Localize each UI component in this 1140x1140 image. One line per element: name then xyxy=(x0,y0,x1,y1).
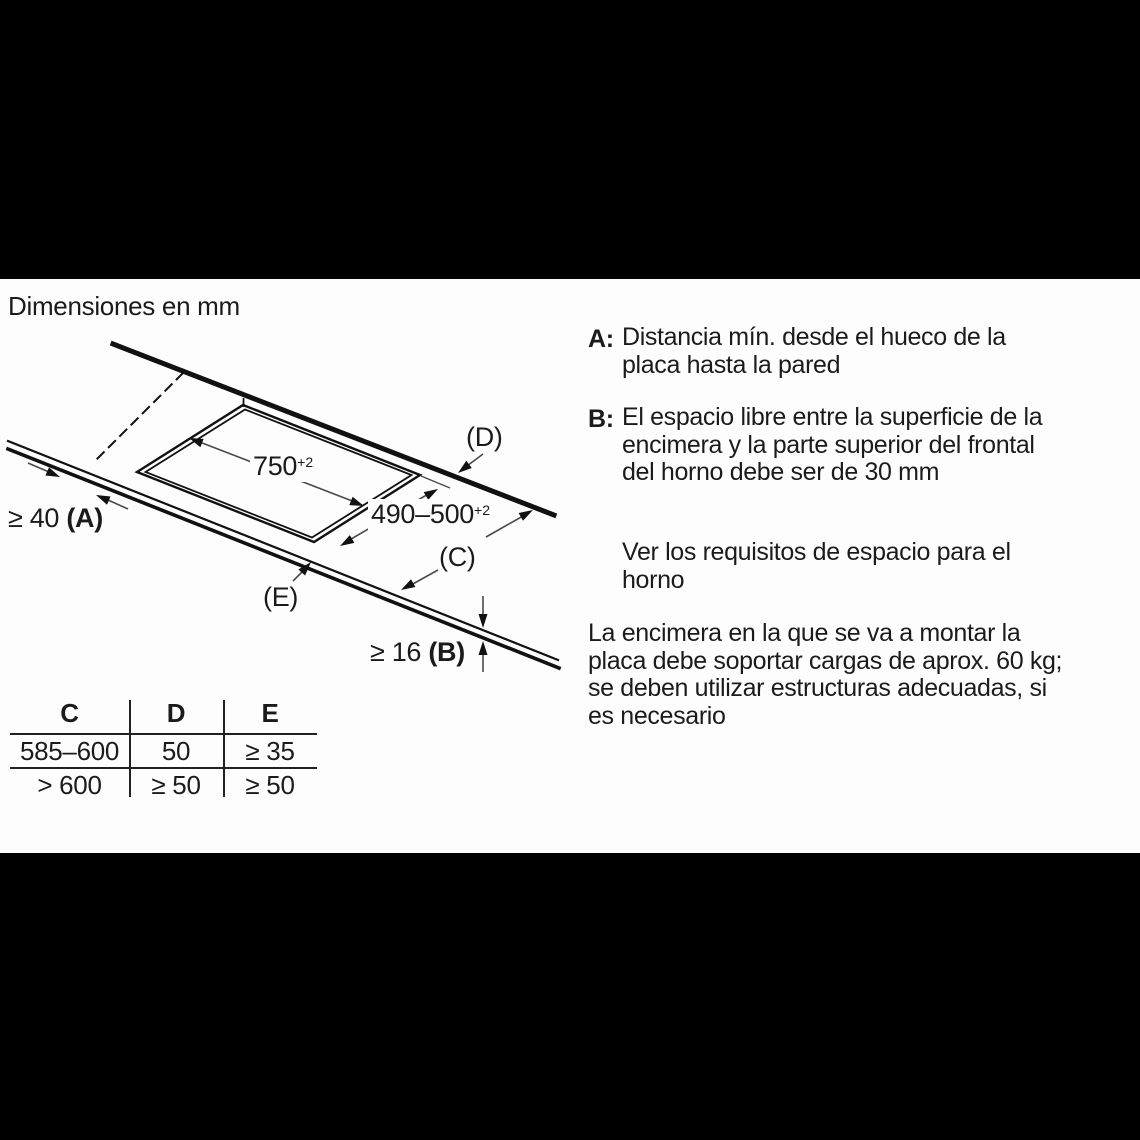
dim-750-value: 750 xyxy=(253,451,298,481)
note-b-line3: del horno debe ser de 30 mm xyxy=(622,458,940,486)
dim-a-label xyxy=(8,503,103,534)
dim-750-arrowhead-right xyxy=(349,497,364,506)
table-cell: ≥ 50 xyxy=(245,770,295,800)
arrow-a-right-shaft xyxy=(108,500,128,509)
table-header-e: E xyxy=(261,698,279,728)
arrow-c-lower-head xyxy=(401,579,415,590)
table-cell: ≥ 50 xyxy=(151,770,201,800)
label-c: (C) xyxy=(439,542,476,572)
label-d: (D) xyxy=(466,422,503,452)
note-load-line1: La encimera en la que se va a montar la xyxy=(588,619,1021,647)
note-load-line2: placa debe soportar cargas de aprox. 60 kg; xyxy=(588,646,1063,675)
note-oven-line1: Ver los requisitos de espacio para el xyxy=(622,538,1011,566)
arrow-e-shaft xyxy=(293,571,303,581)
note-oven-space xyxy=(622,539,1011,594)
note-load-line4: es necesario xyxy=(588,701,726,730)
table-cell: 585–600 xyxy=(19,736,120,766)
dashed-projection-line xyxy=(94,373,183,462)
note-b-line1: El espacio libre entre la superficie de la xyxy=(622,403,1043,431)
note-oven-line2: horno xyxy=(622,565,685,594)
note-a-line1: Distancia mín. desde el hueco de la xyxy=(622,323,1006,351)
table-cell: > 600 xyxy=(37,770,102,800)
dim-490-arrowhead-lower xyxy=(340,535,354,546)
table-rule-header xyxy=(10,733,317,735)
arrow-d-head xyxy=(458,461,472,473)
note-b-label: B: xyxy=(588,405,614,433)
arrow-d-shaft xyxy=(467,454,483,466)
table-cell: 50 xyxy=(161,736,191,766)
note-a xyxy=(622,324,1006,379)
label-e: (E) xyxy=(263,582,299,612)
dimension-table xyxy=(10,696,318,802)
dim-490-tolerance: +2 xyxy=(474,502,490,518)
arrow-b-lower-head xyxy=(479,641,488,655)
arrow-b-upper-head xyxy=(479,614,488,628)
note-a-label: A: xyxy=(588,325,614,353)
dim-b-letter: (B) xyxy=(428,637,465,667)
dim-750-label xyxy=(250,451,316,482)
note-load-line3: se deben utilizar estructuras adecuadas, si xyxy=(588,674,1047,702)
dim-490-extension xyxy=(421,476,450,488)
table-rule-row xyxy=(10,767,317,769)
note-b-line2: encimera y la parte superior del frontal xyxy=(622,430,1035,459)
dim-a-value: ≥ 40 xyxy=(8,503,67,533)
table-header-c: C xyxy=(60,698,79,728)
dim-490-label xyxy=(368,499,493,530)
note-load xyxy=(588,620,1062,730)
arrow-c-lower-shaft xyxy=(411,570,438,585)
table-cell: ≥ 35 xyxy=(245,736,295,766)
note-a-line2: placa hasta la pared xyxy=(622,350,841,379)
dim-490-value: 490–500 xyxy=(371,499,475,529)
arrow-c-upper-head xyxy=(519,510,533,521)
dim-a-letter: (A) xyxy=(66,503,103,533)
dim-b-value: ≥ 16 xyxy=(370,637,429,667)
dim-750-tolerance: +2 xyxy=(297,454,314,470)
dim-b-label xyxy=(370,637,465,668)
page-title: Dimensiones en mm xyxy=(8,291,240,321)
note-b xyxy=(622,404,1042,487)
table-header-d: D xyxy=(166,698,186,728)
